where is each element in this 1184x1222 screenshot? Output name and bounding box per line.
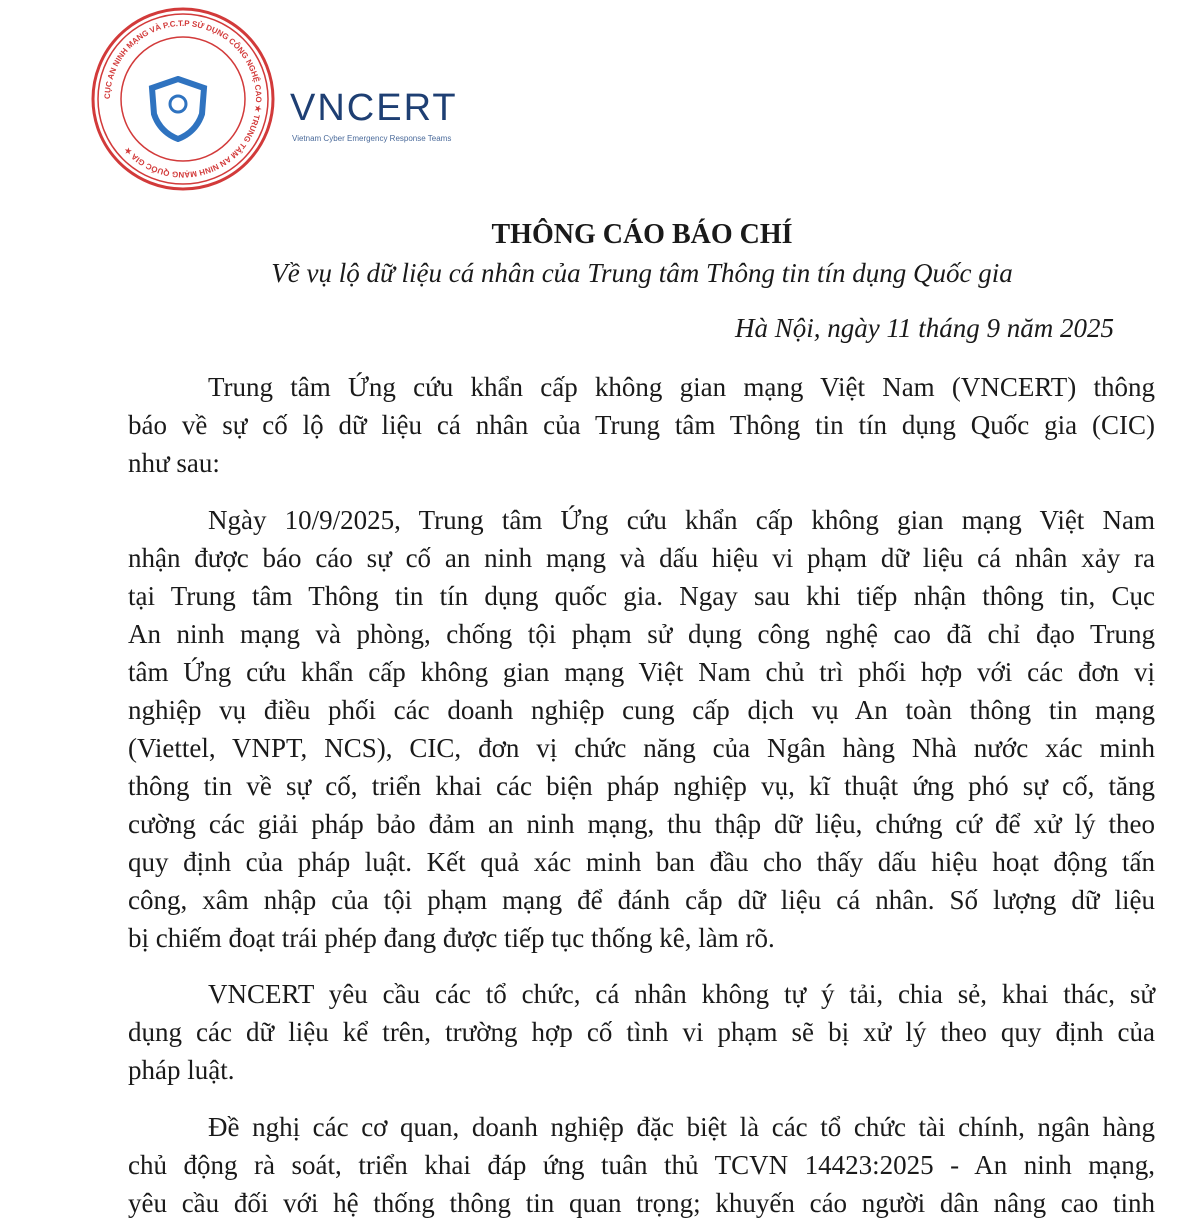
paragraph-line: như sau: — [128, 448, 220, 478]
paragraph-line: công, xâm nhập của tội phạm mạng để đánh cắp dữ liệu cá nhân. Số lượng dữ liệu — [128, 885, 1155, 915]
document-title: THÔNG CÁO BÁO CHÍ — [491, 219, 793, 250]
paragraph-line: pháp luật. — [128, 1055, 235, 1085]
paragraph-line: báo về sự cố lộ dữ liệu cá nhân của Trung tâm Thông tin tín dụng Quốc gia (CIC) — [128, 410, 1155, 440]
paragraph-line: An ninh mạng và phòng, chống tội phạm sử dụng công nghệ cao đã chỉ đạo Trung — [128, 619, 1155, 649]
logo-name: VNCERT — [290, 87, 458, 129]
logo-subtitle: Vietnam Cyber Emergency Response Teams — [292, 134, 452, 143]
paragraph-line: yêu cầu đối với hệ thống thông tin quan trọng; khuyến cáo người dân nâng cao tinh — [128, 1188, 1155, 1218]
paragraph-line: bị chiếm đoạt trái phép đang được tiếp tục thống kê, làm rõ. — [128, 923, 775, 953]
paragraph-line: dụng các dữ liệu kể trên, trường hợp cố tình vi phạm sẽ bị xử lý theo quy định của — [128, 1017, 1155, 1047]
paragraph-line: VNCERT yêu cầu các tổ chức, cá nhân không tự ý tải, chia sẻ, khai thác, sử — [208, 979, 1155, 1009]
paragraph-line: tâm Ứng cứu khẩn cấp không gian mạng Việt Nam chủ trì phối hợp với các đơn vị — [128, 657, 1155, 687]
document-subtitle: Về vụ lộ dữ liệu cá nhân của Trung tâm Thông tin tín dụng Quốc gia — [271, 258, 1013, 288]
shield-icon — [148, 76, 208, 142]
paragraph-line: Ngày 10/9/2025, Trung tâm Ứng cứu khẩn cấp không gian mạng Việt Nam — [208, 505, 1155, 535]
paragraph-line: nhận được báo cáo sự cố an ninh mạng và dấu hiệu vi phạm dữ liệu cá nhân xảy ra — [128, 543, 1155, 573]
paragraph-line: nghiệp vụ điều phối các doanh nghiệp cung cấp dịch vụ An toàn thông tin mạng — [128, 695, 1155, 725]
paragraph-line: quy định của pháp luật. Kết quả xác minh ban đầu cho thấy dấu hiệu hoạt động tấn — [128, 847, 1155, 877]
paragraph-line: chủ động rà soát, triển khai đáp ứng tuân thủ TCVN 14423:2025 - An ninh mạng, — [128, 1150, 1155, 1180]
paragraph-line: cường các giải pháp bảo đảm an ninh mạng, thu thập dữ liệu, chứng cứ để xử lý theo — [128, 809, 1155, 839]
document-date: Hà Nội, ngày 11 tháng 9 năm 2025 — [735, 313, 1114, 343]
paragraph-line: Trung tâm Ứng cứu khẩn cấp không gian mạng Việt Nam (VNCERT) thông — [208, 372, 1155, 402]
stamp-text: CỤC AN NINH MẠNG VÀ P.C.T.P SỬ DỤNG CÔNG NGHỆ CAO ★ TRUNG TÂM AN NINH MẠNG QUỐC GIA ★ — [102, 18, 264, 180]
paragraph-line: (Viettel, VNPT, NCS), CIC, đơn vị chức năng của Ngân hàng Nhà nước xác minh — [128, 733, 1155, 763]
paragraph-line: Đề nghị các cơ quan, doanh nghiệp đặc biệt là các tổ chức tài chính, ngân hàng — [208, 1112, 1155, 1142]
paragraph-line: thông tin về sự cố, triển khai các biện pháp nghiệp vụ, kĩ thuật ứng phó sự cố, tăng — [128, 771, 1155, 801]
paragraph-line: tại Trung tâm Thông tin tín dụng quốc gia. Ngay sau khi tiếp nhận thông tin, Cục — [128, 581, 1155, 611]
